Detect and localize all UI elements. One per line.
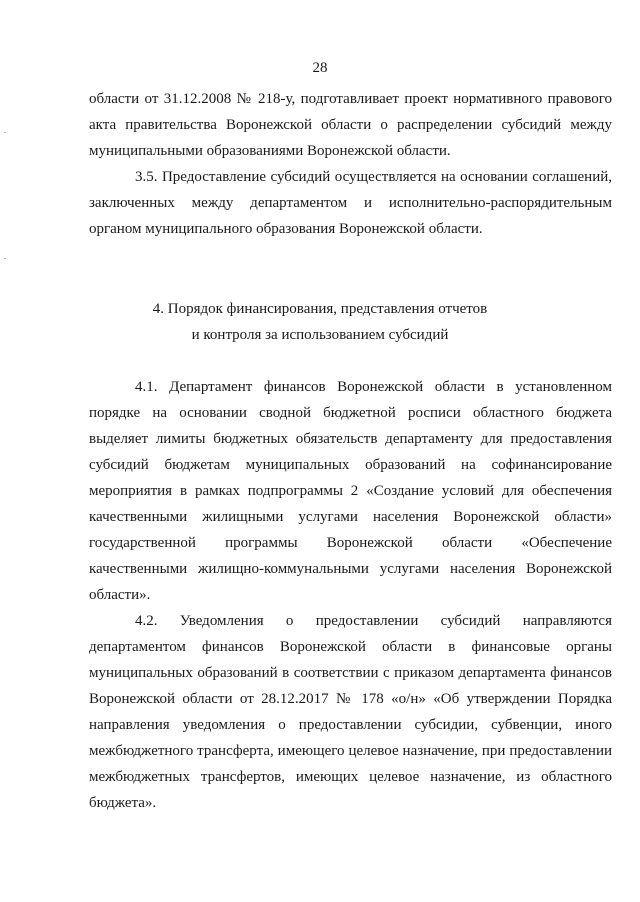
section-4-text: [89, 374, 612, 816]
paragraph-continuation: области от 31.12.2008 № 218-у, подготавливает проект нормативного правового акта правительства Воронежской области о распределении субсидий между муниципальными образованиями Воронежской области.: [89, 91, 612, 159]
paragraph-4-1: 4.1. Департамент финансов Воронежской области в установленном порядке на основании сводной бюджетной росписи областного бюджета выделяет лимиты бюджетных обязательств департаменту для предоставления субсидий бюджетам муниципальных образований на софинансирование мероприятия в рамках подпрограммы 2 «Создание условий для обеспечения качественными жилищными услугами населения Воронежской области» государственной программы Воронежской области «Обеспечение качественными жилищно-коммунальными услугами населения Воронежской области».: [89, 379, 612, 603]
scan-artifact: [4, 258, 6, 259]
page-number: 28: [312, 60, 328, 76]
section-3-text: [89, 86, 612, 242]
section-4-heading: [0, 296, 640, 348]
paragraph-4-2: 4.2. Уведомления о предоставлении субсидий направляются департаментом финансов Воронежской области в финансовые органы муниципальных образований в соответствии с приказом департамента финансов Воронежской области от 28.12.2017 № 178 «о/н» «Об утверждении Порядка направления уведомления о предоставлении субсидии, субвенции, иного межбюджетного трансферта, имеющего целевое назначение, при предоставлении межбюджетных трансфертов, имеющих целевое назначение, из областного бюджета».: [89, 613, 612, 811]
paragraph-3-5: 3.5. Предоставление субсидий осуществляется на основании соглашений, заключенных между департаментом и исполнительно-распорядительным органом муниципального образования Воронежской области.: [89, 169, 612, 237]
scan-artifact: [4, 132, 6, 133]
heading-line-1: 4. Порядок финансирования, представления отчетов: [152, 301, 488, 317]
heading-line-2: и контроля за использованием субсидий: [191, 327, 449, 343]
